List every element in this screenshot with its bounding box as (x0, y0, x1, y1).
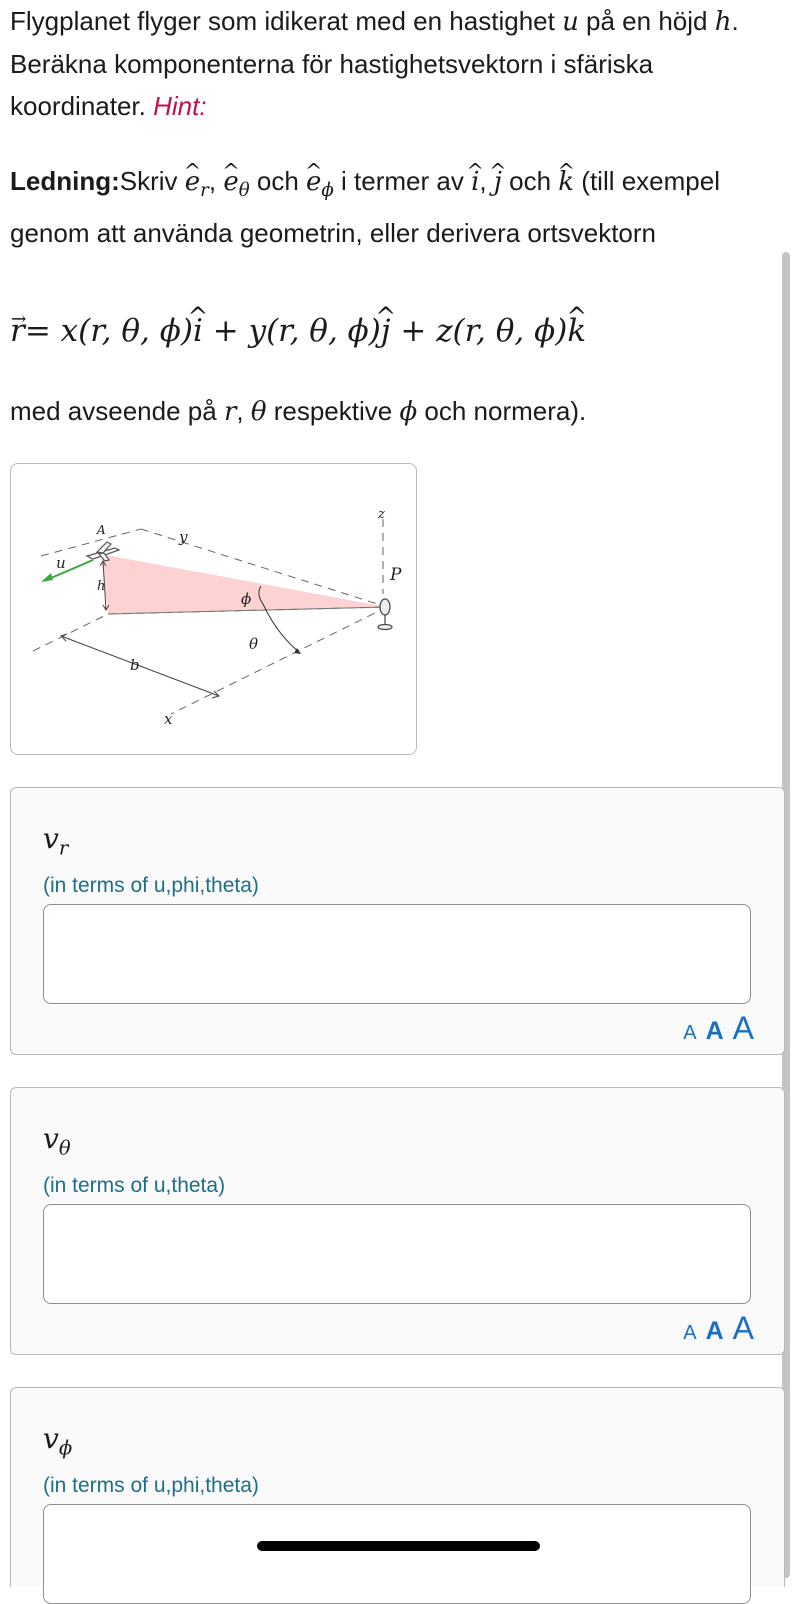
font-size-large-button[interactable]: A (732, 1310, 754, 1346)
label-phi: ϕ (241, 590, 252, 608)
font-size-small-button[interactable]: A (683, 1022, 697, 1044)
answer-input-vtheta[interactable] (43, 1204, 751, 1304)
question-card-vr (10, 787, 785, 1055)
label-h: h (97, 579, 106, 594)
font-size-small-button[interactable]: A (683, 1322, 697, 1344)
b-dimension (61, 634, 219, 698)
answer-input-vr[interactable] (43, 904, 751, 1004)
problem-statement: Flygplanet flyger som idikerat med en hastighet u på en höjd h. Beräkna komponenterna för hastighetsvektorn i sfäriska koordinater. Hint: (10, 6, 739, 121)
question-label: $v_r$ (43, 822, 69, 860)
theta-angle-arc (263, 604, 299, 652)
lead-label: Ledning: (10, 166, 120, 196)
question-card-vtheta (10, 1087, 785, 1355)
lead-paragraph: Ledning:Skriv ^ $e_r$, ^ $e_\theta$ och ^ $e_\phi$ i termer av ^ i, ^ j och ^ k (till exempel genom att använda geometrin, eller derivera ortsvektorn (10, 160, 790, 254)
label-z: z (378, 507, 385, 522)
question-label: $v_\theta$ (43, 1122, 71, 1160)
font-size-medium-button[interactable]: A (705, 1017, 724, 1045)
font-size-medium-button[interactable]: A (705, 1317, 724, 1345)
dashed-axes (33, 519, 387, 714)
normalize-instruction: med avseende på r, θ respektive ϕ och normera). (10, 396, 587, 427)
position-vector-equation: → r= x(r, θ, ϕ)^ i + y(r, θ, ϕ)^ j + z(r, θ, ϕ)^ k (10, 310, 790, 352)
answer-input-vphi[interactable] (43, 1504, 751, 1604)
font-size-controls (683, 1010, 754, 1047)
font-size-controls (683, 1310, 754, 1347)
question-hint: (in terms of u,phi,theta) (43, 874, 259, 897)
airplane-figure (10, 463, 417, 755)
home-indicator[interactable] (257, 1541, 540, 1551)
figure-diagram (11, 464, 418, 756)
label-P: P (390, 565, 402, 585)
question-hint: (in terms of u,phi,theta) (43, 1474, 259, 1497)
question-hint: (in terms of u,theta) (43, 1174, 226, 1197)
label-u: u (56, 554, 66, 572)
question-card-vphi (10, 1387, 785, 1587)
observer-icon (378, 599, 392, 630)
label-x: x (164, 710, 173, 728)
font-size-large-button[interactable]: A (732, 1010, 754, 1046)
label-b: b (130, 656, 140, 674)
label-A: A (97, 523, 106, 537)
label-theta: θ (249, 635, 259, 653)
velocity-arrowhead (41, 573, 53, 582)
hint-link[interactable]: Hint: (153, 91, 207, 121)
question-label: $v_\phi$ (43, 1422, 73, 1460)
label-y: y (179, 528, 188, 546)
